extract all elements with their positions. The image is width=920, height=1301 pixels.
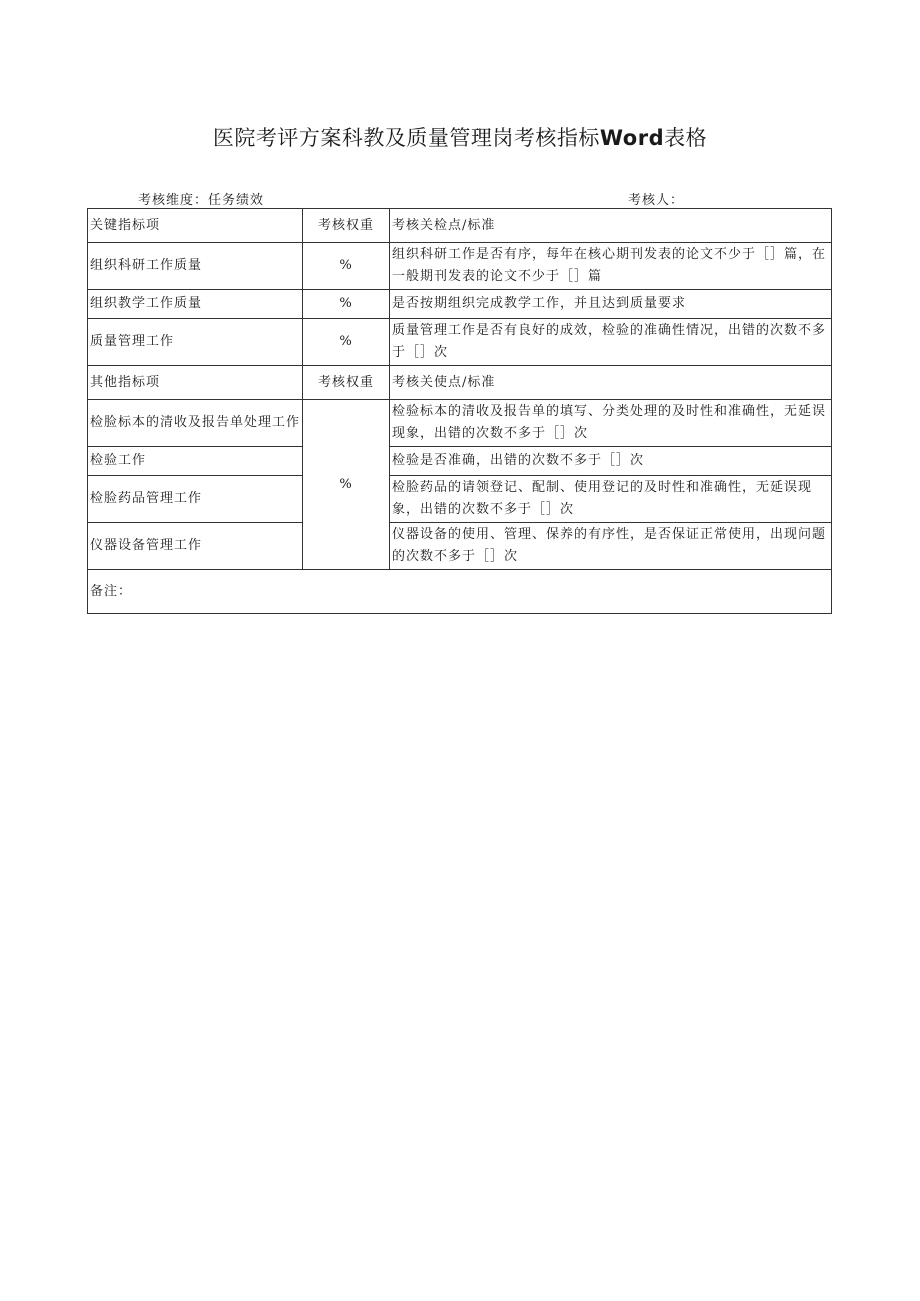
indicator-weight: % bbox=[303, 290, 390, 319]
table-row bbox=[88, 476, 832, 523]
table-row bbox=[88, 400, 832, 447]
assessor-label: 考核人： bbox=[628, 193, 685, 208]
indicator-standard: 检验标本的清收及报告单的填写、分类处理的及时性和准确性，无延误现象，出错的次数不多于［］次 bbox=[390, 400, 832, 447]
shared-weight-cell: % bbox=[303, 400, 390, 570]
indicator-name: 检脸药品管理工作 bbox=[88, 476, 303, 523]
indicator-standard: 检脸药品的请领登记、配制、使用登记的及时性和准确性，无延误现象，出错的次数不多于［］次 bbox=[390, 476, 832, 523]
indicator-standard: 仪器设备的使用、管理、保养的有序性，是否保证正常使用，出现问题的次数不多于［］次 bbox=[390, 523, 832, 570]
indicator-name: 检验工作 bbox=[88, 447, 303, 476]
title-tail: 表格 bbox=[664, 126, 708, 150]
table-row bbox=[88, 523, 832, 570]
indicator-weight: % bbox=[303, 319, 390, 366]
key-weight-header: 考核权重 bbox=[303, 209, 390, 243]
indicator-weight: % bbox=[303, 243, 390, 290]
other-indicator-header-row bbox=[88, 366, 832, 400]
indicator-standard: 组织科研工作是否有序，每年在核心期刊发表的论文不少于［］篇，在一般期刊发表的论文不少于［］篇 bbox=[390, 243, 832, 290]
other-indicator-header: 其他指标项 bbox=[88, 366, 303, 400]
table-row bbox=[88, 447, 832, 476]
notes-label: 备注： bbox=[88, 570, 832, 614]
table-row bbox=[88, 243, 832, 290]
indicator-standard: 质量管理工作是否有良好的成效，检验的准确性情况，出错的次数不多于［］次 bbox=[390, 319, 832, 366]
indicator-name: 仪器设备管理工作 bbox=[88, 523, 303, 570]
key-indicator-header-row bbox=[88, 209, 832, 243]
other-standard-header: 考核关使点/标准 bbox=[390, 366, 832, 400]
indicator-name: 检脸标本的清收及报告单处理工作 bbox=[88, 400, 303, 447]
table-row bbox=[88, 319, 832, 366]
indicator-name: 质量管理工作 bbox=[88, 319, 303, 366]
indicator-name: 组织科研工作质量 bbox=[88, 243, 303, 290]
table-row bbox=[88, 290, 832, 319]
indicator-standard: 是否按期组织完成教学工作，并且达到质量要求 bbox=[390, 290, 832, 319]
indicator-name: 组织教学工作质量 bbox=[88, 290, 303, 319]
other-weight-header: 考核权重 bbox=[303, 366, 390, 400]
notes-row bbox=[88, 570, 832, 614]
title-word: Word bbox=[599, 126, 665, 150]
key-standard-header: 考核关检点/标准 bbox=[390, 209, 832, 243]
assessment-table bbox=[87, 208, 832, 614]
key-indicator-header: 关键指标项 bbox=[88, 209, 303, 243]
assessment-dimension: 考核维度：任务绩效 bbox=[138, 193, 265, 208]
title-main: 医院考评方案科教及质量管理岗考核指标 bbox=[212, 126, 600, 150]
indicator-standard: 检验是否准确，出错的次数不多于［］次 bbox=[390, 447, 832, 476]
document-title bbox=[0, 122, 920, 152]
